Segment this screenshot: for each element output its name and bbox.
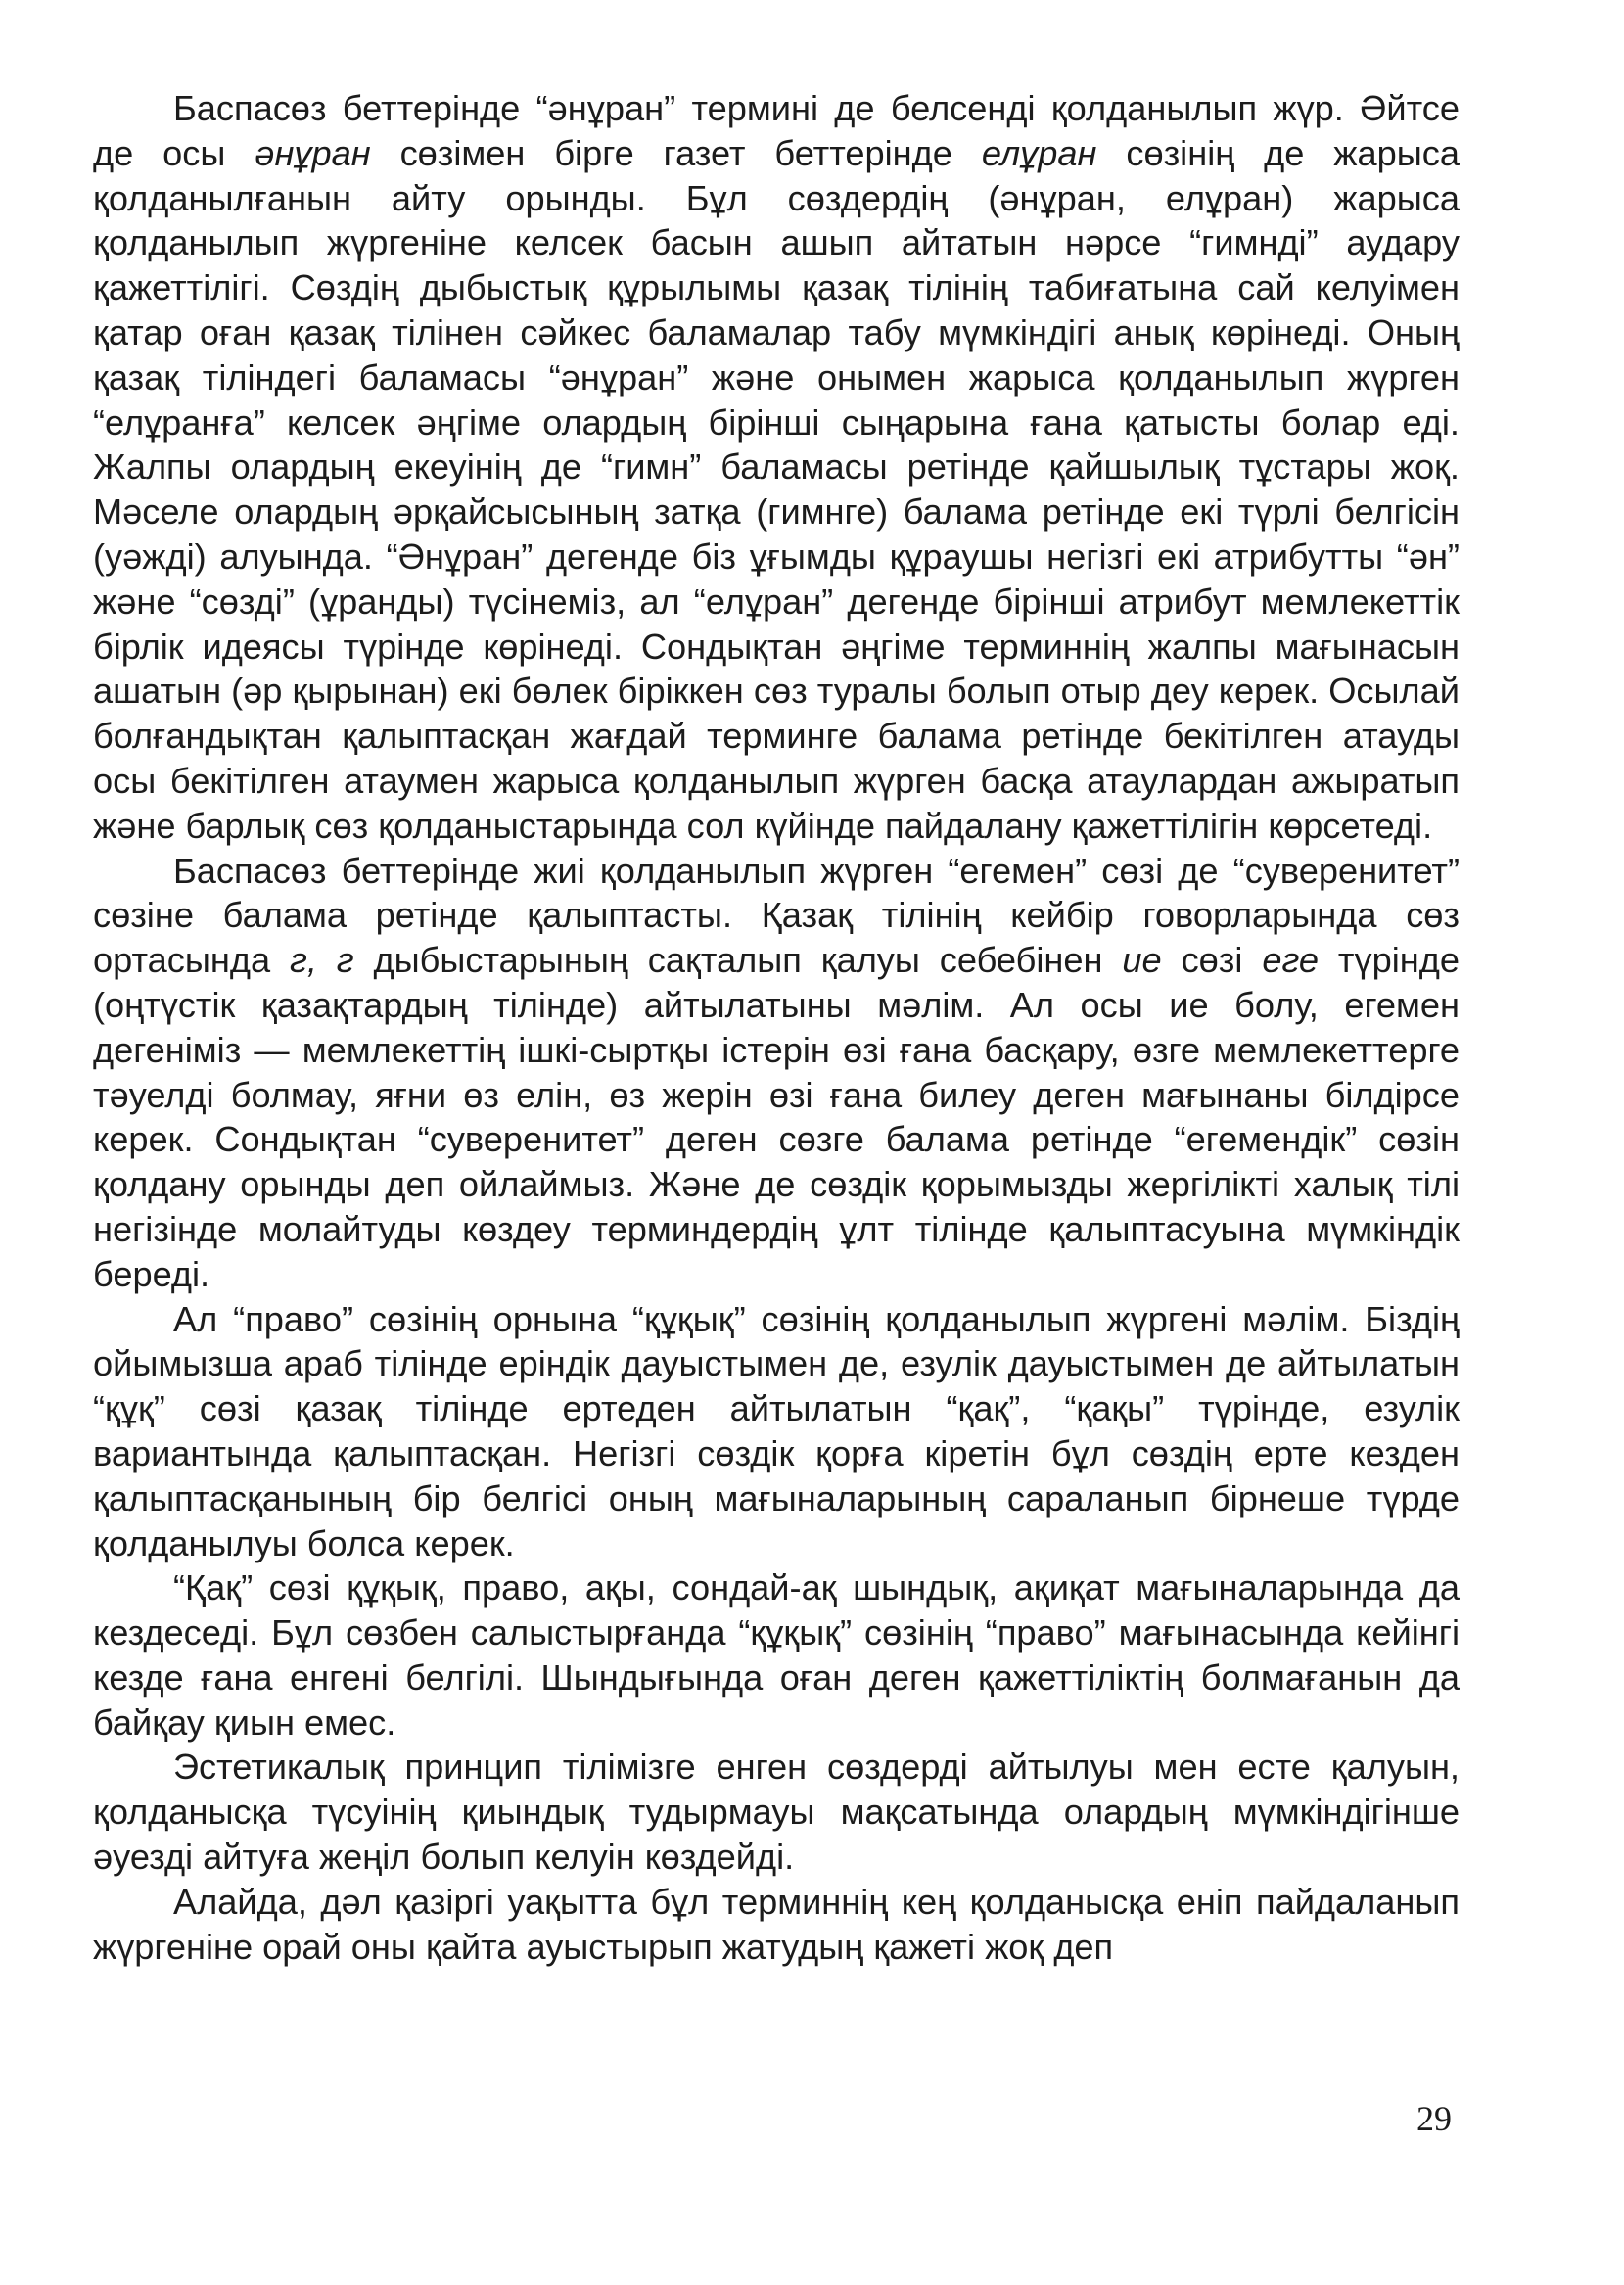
text-run: Баспасөз беттерінде жиі қолданылып жүрген “егемен” сөзі де “суверенитет” сөзіне балама ретінде қалыптасты. Қазақ тілінің кейбір говорларында сөз ортасында [93,850,1460,981]
text-run: Баспасөз беттерінде “әнұран” термині де белсенді қолданылып жүр. Әйтсе де осы [93,88,1460,173]
italic-term: әнұран [255,132,371,173]
paragraph [93,1297,1460,1566]
text-run: “Қақ” сөзі құқық, право, ақы, сондай-ақ шындық, ақиқат мағыналарында да кездеседі. Бұл сөзбен салыстырғанда “құқық” сөзінің “право” мағынасында кейінгі кезде ғана енгені белгілі. Шындығында оған деген қажеттіліктің болмағанын да байқау қиын емес. [93,1567,1460,1743]
text-run: Ал “право” сөзінің орнына “құқық” сөзінің қолданылып жүргені мәлім. Біздің ойымызша араб тілінде еріндік дауыстымен де, езулік дауыстымен де айтылатын “құқ” сөзі қазақ тілінде ертеден айтылатын “қақ”, “қақы” түрінде, езулік вариантында қалыптасқан. Негізгі сөздік қорға кіретін бұл сөздің ерте кезден қалыптасқанының бір белгісі оның мағыналарының сараланып бірнеше түрде қолданылуы болса керек. [93,1298,1460,1563]
paragraph [93,849,1460,1297]
text-run: Эстетикалық принцип тілімізге енген сөздерді айтылуы мен есте қалуын, қолданысқа түсуінің қиындық тудырмауы мақсатында олардың мүмкіндігінше әуезді айтуға жеңіл болып келуін көздейді. [93,1747,1460,1878]
paragraph [93,1745,1460,1879]
text-run: түрінде (оңтүстік қазақтардың тілінде) айтылатыны мәлім. Ал осы ие болу, егемен дегеніміз — мемлекеттің ішкі-сыртқы істерін өзі ғана басқару, өзге мемлекеттерге тәуелді болмау, яғни өз елін, өз жерін өзі ғана билеу деген мағынаны білдірсе керек. Сондықтан “суверенитет” деген сөзге балама ретінде “егемендік” сөзін қолдану орынды деп ойлаймыз. Және де сөздік қорымызды жергілікті халық тілі негізінде молайтуды көздеу терминдердің ұлт тілінде қалыптасуына мүмкіндік береді. [93,940,1460,1294]
italic-term: еге [1262,940,1320,981]
text-run: Алайда, дәл қазіргі уақытта бұл терминнің кең қолданысқа еніп пайдаланып жүргеніне орай оны қайта ауыстырып жатудың қажеті жоқ деп [93,1881,1460,1967]
paragraph [93,1880,1460,1970]
text-run: сөзімен бірге газет беттерінде [370,132,982,173]
page-body-text [93,86,1460,1969]
text-run: сөзінің де жарыса қолданылғанын айту орынды. Бұл сөздердің (әнұран, елұран) жарыса қолданылып жүргеніне келсек басын ашып айтатын нәрсе “гимнді” аудару қажеттілігі. Сөздің дыбыстық құрылымы қазақ тілінің табиғатына сай келуімен қатар оған қазақ тілінен сәйкес баламалар табу мүмкіндігі анық көрінеді. Оның қазақ тіліндегі баламасы “әнұран” және онымен жарыса қолданылып жүрген “елұранға” келсек әңгіме олардың бірінші сыңарына ғана қатысты болар еді. Жалпы олардың екеуінің де “гимн” баламасы ретінде қайшылық тұстары жоқ. Мәселе олардың әрқайсысының затқа (гимнге) балама ретінде екі түрлі белгісін (уәжді) алуында. “Әнұран” дегенде біз ұғымды құраушы негізгі екі атрибутты “ән” және “сөзді” (ұранды) түсінеміз, ал “елұран” дегенде бірінші атрибут мемлекеттік бірлік идеясы түрінде көрінеді. Сондықтан әңгіме терминнің жалпы мағынасын ашатын (әр қырынан) екі бөлек біріккен сөз туралы болып отыр деу керек. Осылай болғандықтан қалыптасқан жағдай терминге балама ретінде бекітілген атауды осы бекітілген атаумен жарыса қолданылып жүрген басқа атаулардан ажыратып және барлық сөз қолданыстарында сол күйінде пайдалану қажеттілігін көрсетеді. [93,132,1460,846]
paragraph [93,86,1460,849]
paragraph [93,1565,1460,1745]
italic-term: г, г [289,940,354,981]
text-run: сөзі [1161,940,1263,981]
page-number: 29 [1416,2099,1452,2138]
italic-term: ие [1122,940,1162,981]
italic-term: елұран [981,132,1097,173]
text-run: дыбыстарының сақталып қалуы себебінен [353,940,1123,981]
